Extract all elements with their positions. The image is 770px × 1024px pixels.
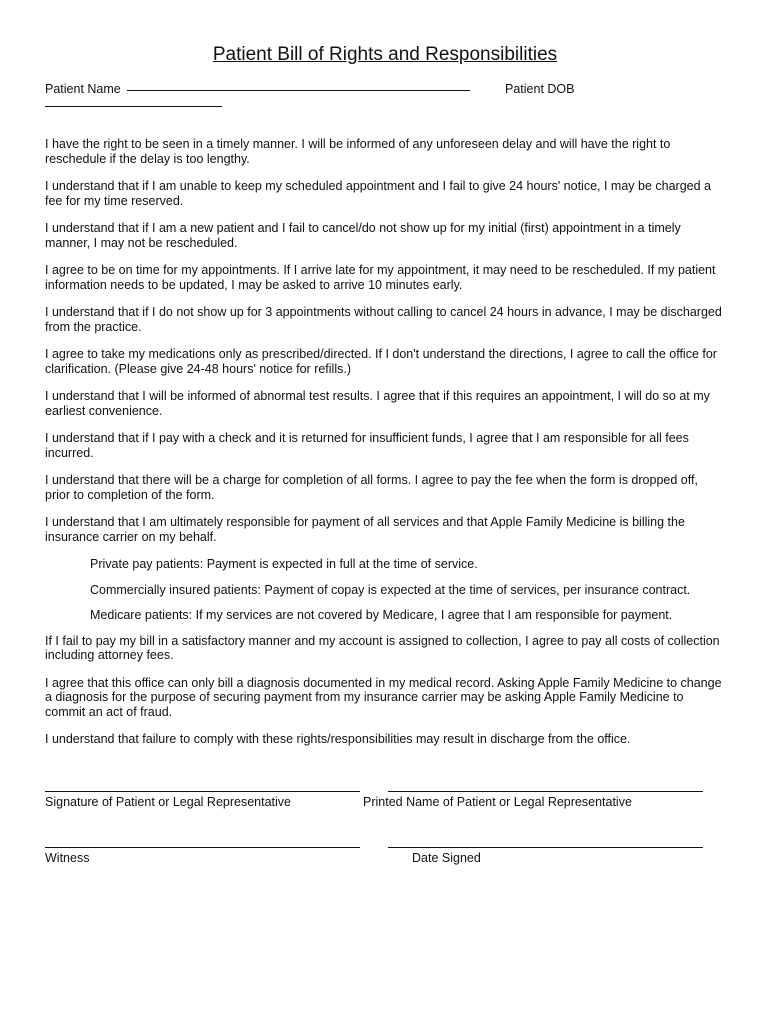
printed-name-label: Printed Name of Patient or Legal Representative — [363, 795, 632, 809]
signature-label: Signature of Patient or Legal Representative — [45, 795, 291, 809]
paragraph: I have the right to be seen in a timely manner. I will be informed of any unforeseen delay and will have the right to reschedule if the delay is too lengthy. — [45, 137, 671, 166]
payment-item: Private pay patients: Payment is expected in full at the time of service. — [90, 557, 478, 571]
patient-dob-field[interactable] — [45, 106, 222, 107]
patient-name-label: Patient Name — [45, 82, 121, 96]
date-signed-block — [388, 847, 703, 865]
paragraph: I understand that I am ultimately responsible for payment of all services and that Apple Family Medicine is billing the insurance carrier on my behalf. — [45, 515, 685, 544]
payment-item: Commercially insured patients: Payment of copay is expected at the time of services, per insurance contract. — [90, 582, 691, 597]
patient-name-field[interactable] — [127, 90, 470, 91]
patient-name-row — [45, 82, 470, 96]
paragraph: I understand that failure to comply with these rights/responsibilities may result in discharge from the office. — [45, 732, 631, 746]
printed-name-block — [363, 791, 703, 809]
signature-line[interactable] — [45, 791, 360, 792]
paragraph: If I fail to pay my bill in a satisfactory manner and my account is assigned to collection, I agree to pay all costs of collection including attorney fees. — [45, 633, 720, 662]
witness-label: Witness — [45, 851, 90, 865]
paragraph: I understand that I will be informed of abnormal test results. I agree that if this requires an appointment, I will do so at my earliest convenience. — [45, 389, 710, 418]
payment-item: Medicare patients: If my services are not covered by Medicare, I agree that I am responsible for payment. — [90, 608, 673, 622]
paragraph: I understand that if I am a new patient and I fail to cancel/do not show up for my initial (first) appointment in a timely manner, I may not be rescheduled. — [45, 221, 681, 250]
date-signed-line[interactable] — [388, 847, 703, 848]
patient-dob-row — [505, 82, 574, 96]
patient-dob-label: Patient DOB — [505, 82, 575, 96]
paragraph: I understand that if I do not show up for 3 appointments without calling to cancel 24 hours in advance, I may be discharged from the practice. — [45, 305, 722, 334]
page-title: Patient Bill of Rights and Responsibilities — [212, 44, 558, 65]
date-signed-label: Date Signed — [412, 851, 481, 865]
paragraph: I understand that there will be a charge for completion of all forms. I agree to pay the fee when the form is dropped off, prior to completion of the form. — [45, 473, 698, 502]
witness-line[interactable] — [45, 847, 360, 848]
document-body — [45, 137, 725, 760]
paragraph: I understand that if I am unable to keep my scheduled appointment and I fail to give 24 hours' notice, I may be charged a fee for my time reserved. — [45, 179, 711, 208]
witness-block — [45, 847, 360, 865]
signature-block — [45, 791, 360, 809]
paragraph: I agree to take my medications only as prescribed/directed. If I don't understand the directions, I agree to call the office for clarification. (Please give 24-48 hours' notice for refills.) — [45, 347, 717, 376]
paragraph: I agree that this office can only bill a diagnosis documented in my medical record. Asking Apple Family Medicine to change a diagnosis for the purpose of securing payment from my insurance carrier may be asking Apple Family Medicine to commit an act of fraud. — [45, 675, 722, 719]
paragraph: I understand that if I pay with a check and it is returned for insufficient funds, I agree that I am responsible for all fees incurred. — [45, 431, 689, 460]
printed-name-line[interactable] — [388, 791, 703, 792]
paragraph: I agree to be on time for my appointments. If I arrive late for my appointment, it may need to be rescheduled. If my patient information needs to be updated, I may be asked to arrive 10 minutes early. — [45, 263, 716, 292]
